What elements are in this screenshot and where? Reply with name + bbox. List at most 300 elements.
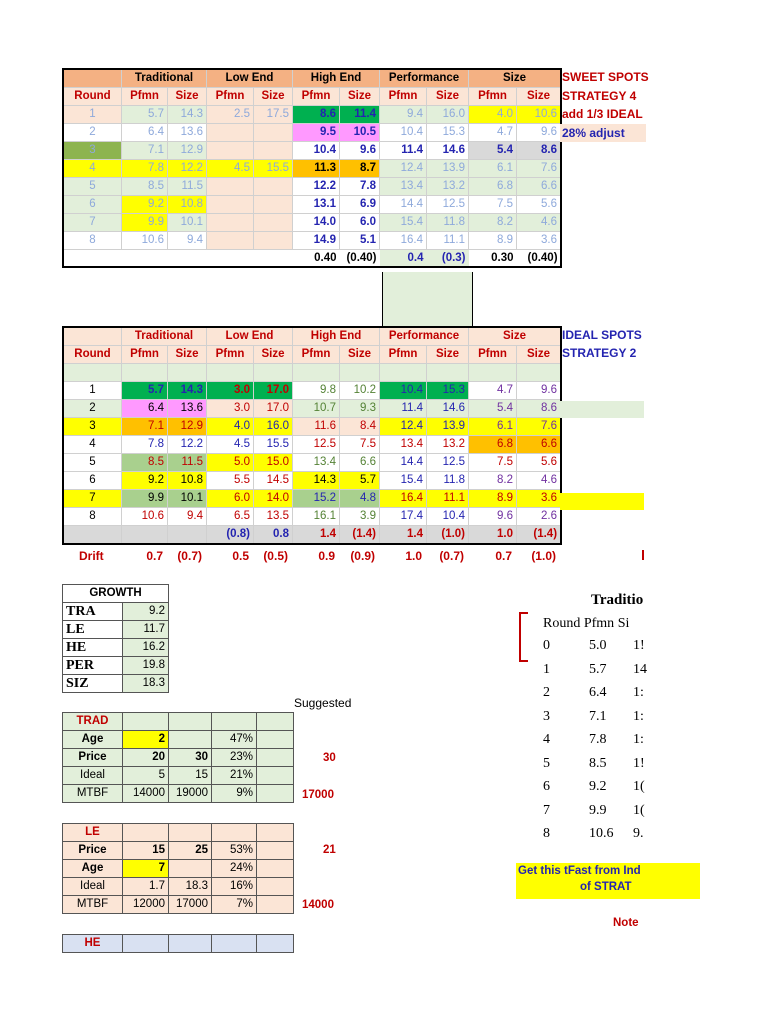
table-cell: 13.9 — [427, 418, 469, 436]
reference-row — [543, 709, 663, 727]
table-cell: 6.6 — [517, 436, 561, 454]
column-header: Round — [64, 88, 122, 106]
table-cell: 4.6 — [517, 214, 561, 232]
table-cell: 9.3 — [340, 400, 380, 418]
reference-image — [515, 588, 661, 841]
table-cell: 6.4 — [122, 124, 168, 142]
table-cell — [254, 196, 293, 214]
table-cell — [64, 250, 122, 268]
group-header: Low End — [207, 70, 293, 88]
table-cell — [517, 364, 561, 382]
table-cell — [257, 785, 294, 803]
table-cell — [123, 713, 169, 731]
table-row — [64, 472, 561, 490]
le-title: LE — [63, 824, 123, 842]
table-cell: 8.2 — [469, 472, 517, 490]
reference-cell: 7 — [543, 802, 550, 818]
reference-cell: 5.0 — [589, 638, 607, 653]
table-cell: 5.6 — [517, 454, 561, 472]
table-row — [63, 896, 294, 914]
adjust-value: (0.3) — [427, 250, 469, 268]
diff-value: 1.0 — [469, 526, 517, 544]
growth-value: 16.2 — [123, 639, 169, 657]
table-row — [64, 418, 561, 436]
table-cell — [64, 526, 122, 544]
table-cell — [254, 178, 293, 196]
table-cell: 9.2 — [122, 472, 168, 490]
table-row — [64, 382, 561, 400]
table-row — [64, 490, 561, 508]
table-cell — [207, 250, 254, 268]
note-strategy-2: STRATEGY 2 — [562, 346, 637, 360]
table-cell: 20 — [123, 749, 169, 767]
table-cell: 4.8 — [340, 490, 380, 508]
group-header: Performance — [380, 70, 469, 88]
table-row — [63, 878, 294, 896]
table-cell — [257, 767, 294, 785]
table-cell: 6.4 — [122, 400, 168, 418]
table-cell — [254, 142, 293, 160]
reference-cell: 6.4 — [589, 685, 607, 700]
table-cell: 6.5 — [207, 508, 254, 526]
table-row — [64, 178, 561, 196]
growth-value: 19.8 — [123, 657, 169, 675]
table-cell — [169, 731, 212, 749]
note-label: Note — [613, 917, 639, 929]
table-cell: 11.5 — [168, 178, 207, 196]
table-cell: 23% — [212, 749, 257, 767]
group-header: High End — [293, 328, 380, 346]
table-cell — [168, 526, 207, 544]
drift-value: (0.9) — [350, 549, 375, 563]
table-cell: 4.5 — [207, 160, 254, 178]
table-cell: 25 — [169, 842, 212, 860]
table-cell: 10.4 — [427, 508, 469, 526]
get-this-note-line2: of STRAT — [580, 881, 632, 893]
table-cell: 11.5 — [168, 454, 207, 472]
reference-cell: 1: — [633, 685, 644, 700]
table-cell: 15.3 — [427, 382, 469, 400]
table-cell: 11.4 — [340, 106, 380, 124]
table-cell: 6.1 — [469, 418, 517, 436]
column-header: Size — [340, 346, 380, 364]
growth-label: PER — [63, 657, 123, 675]
table-cell: 12.9 — [168, 142, 207, 160]
table-cell — [254, 364, 293, 382]
table-cell: 9.6 — [469, 508, 517, 526]
column-header: Pfmn — [469, 88, 517, 106]
table-cell: 12.4 — [380, 418, 427, 436]
table-cell: 4.6 — [517, 472, 561, 490]
table-cell: 12.5 — [427, 196, 469, 214]
table-row — [64, 214, 561, 232]
growth-value: 11.7 — [123, 621, 169, 639]
table-cell: 10.4 — [380, 124, 427, 142]
table-cell — [257, 824, 294, 842]
table-cell: 10.4 — [380, 382, 427, 400]
table-cell: 16.0 — [427, 106, 469, 124]
header-blank — [64, 328, 122, 346]
reference-cell: 1! — [633, 755, 645, 771]
table-row — [64, 196, 561, 214]
table-cell — [257, 713, 294, 731]
reference-cell: 8 — [543, 826, 550, 841]
table-cell: 15.3 — [427, 124, 469, 142]
table-cell — [257, 860, 294, 878]
column-header: Size — [168, 346, 207, 364]
reference-cell: 8.5 — [589, 755, 607, 771]
reference-row — [543, 779, 663, 797]
table-cell: 14.5 — [254, 472, 293, 490]
table-cell: 5 — [64, 454, 122, 472]
table-cell — [257, 842, 294, 860]
table-cell: 3.0 — [207, 382, 254, 400]
table-cell: 3.9 — [340, 508, 380, 526]
table-cell: 8.6 — [293, 106, 340, 124]
diff-value: 1.4 — [380, 526, 427, 544]
table-cell: 6.0 — [207, 490, 254, 508]
sweet-column-header-row — [64, 88, 561, 106]
table-cell: 10.6 — [122, 508, 168, 526]
column-header: Pfmn — [469, 346, 517, 364]
column-header: Size — [254, 88, 293, 106]
table-cell: 3.6 — [517, 490, 561, 508]
diff-value: 0.8 — [254, 526, 293, 544]
table-cell: 47% — [212, 731, 257, 749]
group-header: Traditional — [122, 70, 207, 88]
table-cell: 9.6 — [340, 142, 380, 160]
table-cell: 12.2 — [293, 178, 340, 196]
table-cell: 16.4 — [380, 232, 427, 250]
column-header: Round — [64, 346, 122, 364]
table-cell: 6.6 — [517, 178, 561, 196]
table-cell: 14.4 — [380, 196, 427, 214]
table-cell: 13.4 — [380, 436, 427, 454]
table-cell: 8.4 — [340, 418, 380, 436]
performance-spacer — [382, 272, 473, 327]
table-cell: 6 — [64, 196, 122, 214]
table-cell — [469, 364, 517, 382]
table-cell: 5.0 — [207, 454, 254, 472]
ideal-column-header-row — [64, 346, 561, 364]
note-adjust: 28% adjust — [560, 124, 646, 142]
table-cell: 2.6 — [517, 508, 561, 526]
table-cell: 12.2 — [168, 436, 207, 454]
table-cell: 1 — [64, 106, 122, 124]
table-cell: 15.0 — [254, 454, 293, 472]
table-cell: 7.5 — [469, 454, 517, 472]
table-cell: 8 — [64, 508, 122, 526]
ideal-spots-table — [63, 327, 561, 544]
table-row — [64, 124, 561, 142]
table-cell — [123, 824, 169, 842]
table-cell: 13.9 — [427, 160, 469, 178]
table-cell: 11.8 — [427, 472, 469, 490]
table-cell: 7.5 — [340, 436, 380, 454]
table-cell: 12.4 — [380, 160, 427, 178]
table-cell: 15.4 — [380, 472, 427, 490]
table-cell: 7 — [64, 490, 122, 508]
group-header: Traditional — [122, 328, 207, 346]
table-cell: 3 — [64, 142, 122, 160]
table-row — [64, 232, 561, 250]
reference-cell: 1! — [633, 638, 645, 653]
table-cell: 7.5 — [469, 196, 517, 214]
column-header: Size — [340, 88, 380, 106]
reference-cell: 5.7 — [589, 661, 607, 677]
table-cell: 5.7 — [340, 472, 380, 490]
reference-cell: 1( — [633, 779, 645, 794]
table-cell — [212, 824, 257, 842]
table-cell — [207, 178, 254, 196]
table-cell — [293, 364, 340, 382]
ideal-spacer-row — [64, 364, 561, 382]
column-header: Size — [168, 88, 207, 106]
drift-label: Drift — [79, 549, 104, 563]
table-cell: 15 — [169, 767, 212, 785]
table-cell: 9.6 — [517, 382, 561, 400]
reference-cell: 4 — [543, 732, 550, 747]
table-cell: 5.6 — [517, 196, 561, 214]
table-cell: 1.7 — [123, 878, 169, 896]
table-cell: 10.8 — [168, 196, 207, 214]
reference-cell: 1: — [633, 732, 644, 747]
column-header: Size — [254, 346, 293, 364]
table-cell: 11.3 — [293, 160, 340, 178]
diff-value: 1.4 — [293, 526, 340, 544]
table-cell — [340, 364, 380, 382]
table-cell: 11.1 — [427, 490, 469, 508]
sweet-group-header-row — [64, 70, 561, 88]
reference-cell: 14 — [633, 661, 647, 677]
adjust-value: (0.40) — [517, 250, 561, 268]
table-cell: 4.7 — [469, 382, 517, 400]
table-cell: 13.5 — [254, 508, 293, 526]
table-cell: 12.9 — [168, 418, 207, 436]
table-cell: 7.6 — [517, 418, 561, 436]
table-row — [64, 142, 561, 160]
reference-cell: 10.6 — [589, 826, 614, 841]
table-cell: 8.9 — [469, 232, 517, 250]
reference-row — [543, 756, 663, 774]
red-tick-mark — [642, 550, 644, 560]
table-cell: 14.0 — [293, 214, 340, 232]
table-cell: 6.1 — [469, 160, 517, 178]
table-cell — [257, 749, 294, 767]
drift-value: (1.0) — [531, 549, 556, 563]
growth-label: HE — [63, 639, 123, 657]
table-cell: 14000 — [123, 785, 169, 803]
table-cell: 14.9 — [293, 232, 340, 250]
reference-row — [543, 826, 663, 844]
table-cell: 4 — [64, 160, 122, 178]
reference-row — [543, 638, 663, 656]
reference-cell: 9. — [633, 826, 644, 841]
table-cell: 7.1 — [122, 418, 168, 436]
diff-value: (0.8) — [207, 526, 254, 544]
table-cell: 3.6 — [517, 232, 561, 250]
table-cell: 10.4 — [293, 142, 340, 160]
table-cell: 13.2 — [427, 178, 469, 196]
table-cell: 11.1 — [427, 232, 469, 250]
suggested-label: Suggested — [294, 696, 352, 710]
trad-title-row — [63, 713, 294, 731]
table-cell — [168, 250, 207, 268]
table-cell: 17.4 — [380, 508, 427, 526]
column-header: Size — [517, 346, 561, 364]
table-cell: 14.4 — [380, 454, 427, 472]
table-cell: 6.9 — [340, 196, 380, 214]
table-row — [64, 454, 561, 472]
growth-title-row — [63, 585, 169, 603]
table-cell — [254, 124, 293, 142]
growth-value: 9.2 — [123, 603, 169, 621]
table-cell: 3.0 — [207, 400, 254, 418]
diff-value: (1.0) — [427, 526, 469, 544]
table-cell — [212, 713, 257, 731]
reference-cell: 9.9 — [589, 802, 607, 818]
growth-title: GROWTH — [63, 585, 169, 603]
reference-bracket — [519, 612, 528, 662]
table-cell: Ideal — [63, 878, 123, 896]
table-cell: 12000 — [123, 896, 169, 914]
header-blank — [64, 70, 122, 88]
table-cell: 11.4 — [380, 142, 427, 160]
drift-value: 1.0 — [405, 549, 422, 563]
table-cell: 9.9 — [122, 490, 168, 508]
reference-row — [543, 685, 663, 703]
drift-value: (0.7) — [439, 549, 464, 563]
table-row — [63, 842, 294, 860]
table-cell: 7.8 — [122, 160, 168, 178]
drift-row — [63, 547, 560, 565]
table-cell: 10.6 — [517, 106, 561, 124]
table-cell — [207, 232, 254, 250]
table-cell: 3 — [64, 418, 122, 436]
column-header: Pfmn — [293, 346, 340, 364]
table-cell: 12.2 — [168, 160, 207, 178]
growth-label: TRA — [63, 603, 123, 621]
table-cell — [207, 196, 254, 214]
he-title: HE — [63, 935, 123, 953]
sweet-adjust-row — [64, 250, 561, 268]
column-header: Pfmn — [380, 346, 427, 364]
table-cell: 11.4 — [380, 400, 427, 418]
table-cell — [122, 364, 168, 382]
table-cell: 10.8 — [168, 472, 207, 490]
column-header: Pfmn — [380, 88, 427, 106]
table-cell: 7% — [212, 896, 257, 914]
note-strategy-4: STRATEGY 4 — [562, 89, 637, 103]
table-row — [63, 603, 169, 621]
group-header: High End — [293, 70, 380, 88]
column-header: Size — [427, 88, 469, 106]
table-cell: 15 — [123, 842, 169, 860]
table-cell: 7.1 — [122, 142, 168, 160]
highlight-strip-green — [560, 401, 644, 418]
column-header: Pfmn — [207, 346, 254, 364]
table-cell: 2 — [64, 124, 122, 142]
table-cell: 14.6 — [427, 400, 469, 418]
table-cell — [207, 364, 254, 382]
table-cell: 12.5 — [293, 436, 340, 454]
table-cell: 9% — [212, 785, 257, 803]
reference-cell: 3 — [543, 708, 550, 724]
table-cell: MTBF — [63, 785, 123, 803]
table-row — [64, 160, 561, 178]
reference-cell: 9.2 — [589, 779, 607, 794]
table-cell: 9.2 — [122, 196, 168, 214]
table-cell: 5.7 — [122, 106, 168, 124]
table-cell: 12.5 — [427, 454, 469, 472]
table-cell — [254, 232, 293, 250]
table-row — [64, 106, 561, 124]
table-cell: 5.1 — [340, 232, 380, 250]
table-cell: 4 — [64, 436, 122, 454]
table-cell: 10.5 — [340, 124, 380, 142]
table-cell — [257, 896, 294, 914]
table-cell: 14.3 — [293, 472, 340, 490]
table-cell: 16.4 — [380, 490, 427, 508]
table-cell: 2 — [64, 400, 122, 418]
table-cell: 14.0 — [254, 490, 293, 508]
table-cell: 8.6 — [517, 400, 561, 418]
table-row — [64, 400, 561, 418]
table-cell: 17.0 — [254, 382, 293, 400]
table-row — [63, 860, 294, 878]
table-cell: 11.6 — [293, 418, 340, 436]
table-cell — [168, 364, 207, 382]
table-cell — [122, 250, 168, 268]
drift-value: 0.7 — [146, 549, 163, 563]
table-cell: 9.9 — [122, 214, 168, 232]
column-header: Pfmn — [293, 88, 340, 106]
adjust-value: 0.40 — [293, 250, 340, 268]
table-cell — [257, 731, 294, 749]
reference-row — [543, 662, 663, 680]
table-cell: MTBF — [63, 896, 123, 914]
table-cell: 6 — [64, 472, 122, 490]
get-this-note-line1: Get this tFast from Ind — [518, 865, 641, 877]
he-table — [62, 934, 294, 953]
table-cell — [257, 878, 294, 896]
table-cell: 2 — [123, 731, 169, 749]
growth-label: LE — [63, 621, 123, 639]
table-cell: 2.5 — [207, 106, 254, 124]
reference-cell: 1 — [543, 661, 550, 677]
table-cell: 7 — [123, 860, 169, 878]
group-header: Size — [469, 70, 561, 88]
table-cell: 53% — [212, 842, 257, 860]
table-cell: 16.1 — [293, 508, 340, 526]
le-suggested-price: 21 — [323, 844, 336, 856]
table-cell — [427, 364, 469, 382]
table-cell: 8.7 — [340, 160, 380, 178]
table-cell: 24% — [212, 860, 257, 878]
diff-value: (1.4) — [340, 526, 380, 544]
table-cell: 17.5 — [254, 106, 293, 124]
table-cell: 10.6 — [122, 232, 168, 250]
table-cell: 6.6 — [340, 454, 380, 472]
table-cell: 9.6 — [517, 124, 561, 142]
table-cell: 8.6 — [517, 142, 561, 160]
table-cell: 7.8 — [340, 178, 380, 196]
table-cell: 10.1 — [168, 214, 207, 232]
trad-table — [62, 712, 294, 803]
drift-value: 0.9 — [318, 549, 335, 563]
note-sweet-spots: SWEET SPOTS — [562, 70, 649, 84]
table-cell: Age — [63, 860, 123, 878]
